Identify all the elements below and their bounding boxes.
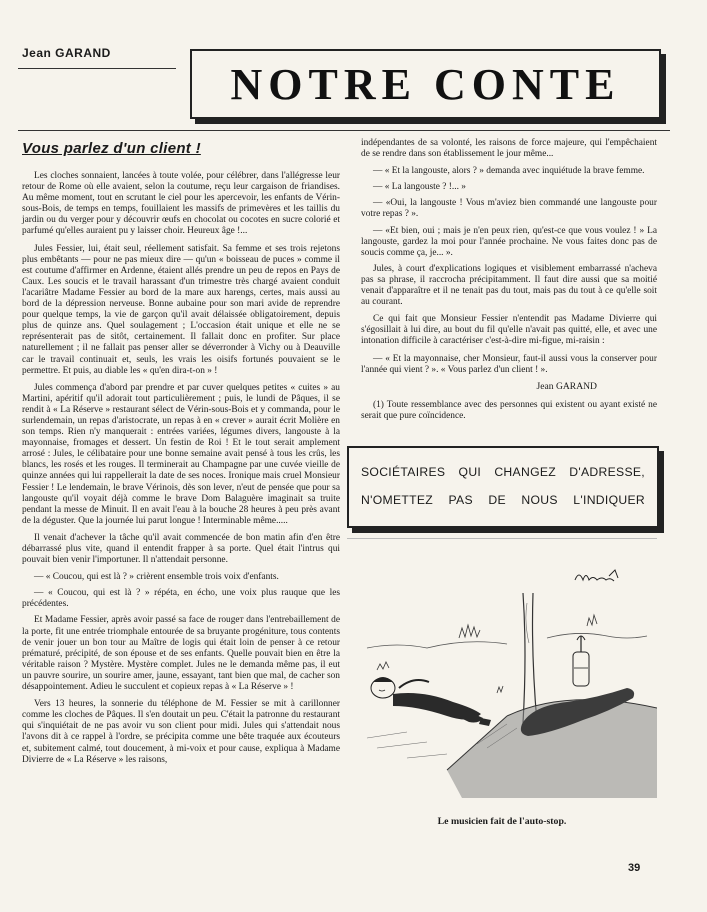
notice-line-2: N'OMETTEZ PAS DE NOUS L'INDIQUER: [361, 493, 645, 507]
article-column-right: [361, 138, 657, 428]
paragraph: Et Madame Fessier, après avoir passé sa face de rougeт dans l'entrebaillement de la porte, fit une entrée triomphale entourée de sa bruyante progéniture, tous contents de venir jouer un bon tour au Maître de logis qui était loin de penser à ce retour prématuré, précipité, de son épouse et de ses enfants. Quelle pouvait bien en être la véritable raison ? Mystère. Mystère complet. Jules ne le demanda même pas, il eut un pauvre sourire, un sourire amer, jaune, essayant, tant bien que mal, de cacher son désappointement. Adieu le succulent et copieux repas à « La Réserve » !: [22, 615, 340, 693]
article-column-left: [22, 171, 340, 772]
dialogue-line: — « Coucou, qui est là ? » répéta, en écho, une voix plus rauque que les précédentes.: [22, 588, 340, 610]
header-rule: [18, 68, 176, 69]
dialogue-line: — «Oui, la langouste ! Vous m'aviez bien commandé une langouste pour votre repas ? ».: [361, 198, 657, 220]
section-title-box: [190, 49, 661, 119]
artist-signature: [575, 570, 618, 581]
address-change-notice: [347, 446, 659, 528]
paragraph: Vers 13 heures, la sonnerie du téléphone de M. Fessier se mit à carillonner comme les cloches de Pâques. Il s'en doutait un peu. C'était la patronne du restaurant qui s'inquiétait de ne pas avoir vu son client pour midi. Jules qui s'attendait nous l'avons dit à ce rappel à l'ordre, se précipita comme une bête traquée aux écouteurs et, subitement calmé, tout doucement, à mi-voix et pour cause, expliqua à Madame Divierre de « La Réserve » les raisons,: [22, 699, 340, 765]
article-signature: Jean GARAND: [536, 380, 597, 392]
dialogue-line: — « Et la langouste, alors ? » demanda avec inquiétude la brave femme.: [373, 166, 645, 177]
title-divider: [18, 130, 670, 131]
hitchhiking-thumb: [573, 636, 589, 686]
paragraph: Il venait d'achever la tâche qu'il avait commencée de bon matin afin d'en être débarrassé plus vite, quand il entendit frapper à sa porte. Quel était l'intrus qui pouvait bien venir l'importuner. Il n'attendait personne.: [22, 532, 340, 566]
article-headline: Vous parlez d'un client !: [22, 140, 201, 157]
header-author: Jean GARAND: [22, 46, 111, 60]
paragraph: Jules commença d'abord par prendre et par cuver quelques petites « cuites » au Martini, apéritif qu'il adorait tout particulièrement ; puis, le lundi de Pâques, il se rendit à « La Réserve » restaurant sélect de Vérin-sous-Bois et y commanda, pour le surlendemain, un repas d'aristocrate, un repas à en « crever » aurait écrit Molière en son temps. Rien n'y manquerait : entrées variées, légumes divers, langouste à la mayonnaise, fromages et dessert. Un festin de Roi ! Et le tout serait amplement arrosé : Jules, le célibataire pour une bonne semaine avait pensé à tous les crûs, les blancs, les rosés et les rouges. Il terminerait au Champagne par une cuvée vieille de quinze années qui lui rappellerait la date de ses noces. Ironique mais cruel Monsieur Fessier ! Le lendemain, le brave Vérinois, dès son lever, n'eut de pensée que pour sa langouste qu'il voyait déjà comme le brave Dom Balaguère imaginait sa truite pendant la messe de Minuit. Il en avait l'eau à la bouche 28 heures à peu près avant de la déguster. Que la journée lui parut longue ! Interminable même.....: [22, 382, 340, 526]
page-number: 39: [628, 862, 641, 874]
section-title: NOTRE CONTE: [230, 60, 621, 109]
tree: [523, 593, 537, 723]
paragraph: Jules, à court d'explications logiques et visiblement embarrassé n'acheva pas sa phrase, il raccrocha précipitamment. Il faut dire aussi que sa moitié venait d'apparaître et il ne tenait pas du tout, mais pas du tout à ce qu'elle soit au courant.: [361, 263, 657, 308]
cartoon-caption: Le musicien fait de l'auto-stop.: [437, 816, 567, 827]
reclining-man: [371, 677, 491, 726]
dialogue-line: — « Coucou, qui est là ? » crièrent ensemble trois voix d'enfants.: [34, 572, 279, 583]
paragraph: Jules Fessier, lui, était seul, réellement satisfait. Sa femme et ses trois rejetons plus embêtants — pour ne pas mieux dire — qu'un « boisseau de puces » comme il est coutume d'affirmer en Ardenne, étaient allés prendre un peu de repos en Pays de Caux. Les soucis et le travail harassant d'un trimestre très chargé avaient conduit l'acariâtre Madame Fessier au bord de la mare aux harengs, certes, mais aussi au bord de la dépression nerveuse. Bonne aubaine pour son mari avide de reprendre pour quelque temps, la vie de garçon qu'il avait délaissée obligatoirement, depuis plus de quinze ans. Quel soulagement ; L'occasion était unique et elle ne se représenterait pas de sitôt, certainement. Il fallait donc en profiter. Sur place naturellement ; il ne fallait pas penser aller se déverronder à Vichy ou à Deauville car le travail continuait et, seuls, les vrais les oisifs fortunés pouvaient se le permettre. Et puis, au diable les « qu'en dira-t-on » !: [22, 243, 340, 376]
paragraph: Ce qui fait que Monsieur Fessier n'entendit pas Madame Divierre qui s'égosillait à lui dire, au bout du fil qu'elle n'avait pas quitté, elle, et avec une intonation difficile à caractériser c'est-à-dire mi-figue, mi-raisin :: [361, 314, 657, 347]
footnote: (1) Toute ressemblance avec des personnes qui existent ou ayant existé ne serait que pure coïncidence.: [361, 399, 657, 421]
dialogue-line: — « Et la mayonnaise, cher Monsieur, faut-il aussi vous la conserver pour l'année qui vient ? ». « Vous parlez d'un client ! ».: [361, 353, 657, 375]
paragraph: Les cloches sonnaient, lancées à toute volée, pour célébrer, dans l'allégresse leur retour de Rome où elle avaient, selon la coutume, reçu leur cargaison de friandises. Au même moment, tout en scrutant le ciel pour les apercevoir, les enfants de Vérin-sous-Bois, de temps en temps, fouillaient les massifs de primevères et les taillis du jardin ou du verger pour y découvrir œufs en chocolat ou cocotes en sucre colorié et parfumé qu'elles auraient pu y laisser choir. Heureux âge !...: [22, 171, 340, 237]
cartoon-divider: [347, 538, 657, 539]
dialogue-line: — «Et bien, oui ; mais je n'en peux rien, qu'est-ce que vous voulez ! » La langouste, gardez la moi pour l'année prochaine. Ne vous faites donc pas de soucis comme ça, je... ».: [361, 225, 657, 258]
cartoon-illustration: [347, 548, 657, 808]
paragraph: indépendantes de sa volonté, les raisons de force majeure, qui l'empêchaient de se rendre dans son établissement le jour même...: [361, 138, 657, 160]
dialogue-line: — « La langouste ? !... »: [373, 182, 466, 193]
notice-line-1: SOCIÉTAIRES QUI CHANGEZ D'ADRESSE,: [361, 465, 645, 479]
